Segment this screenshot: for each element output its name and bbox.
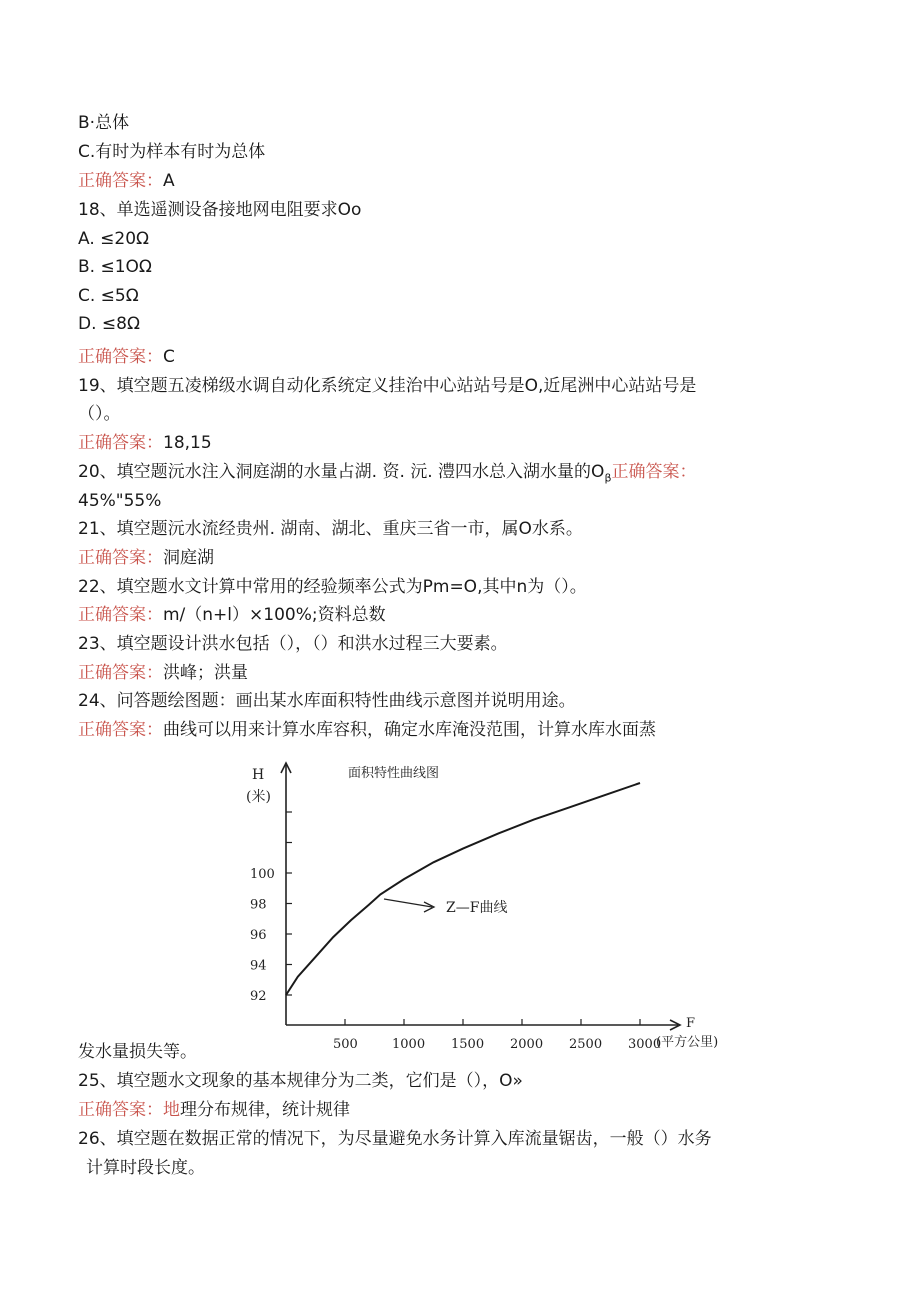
question-18: 18、单选遥测设备接地网电阻要求Oo (78, 200, 362, 220)
answer-value-line: 45%"55% (78, 491, 162, 511)
x-tick-label: 3000 (628, 1037, 662, 1052)
answer-line (78, 346, 175, 368)
question-26: 26、填空题在数据正常的情况下，为尽量避免水务计算入库流量锯齿，一般（）水务 (78, 1129, 712, 1149)
question-26-cont: 计算时段长度。 (86, 1158, 205, 1178)
question-24: 24、问答题绘图题：画出某水库面积特性曲线示意图并说明用途。 (78, 691, 576, 711)
chart-title: 面积特性曲线图 (348, 766, 440, 781)
y-tick-label: 100 (250, 867, 275, 882)
answer-line (78, 547, 214, 569)
answer-line (78, 662, 248, 684)
answer-value: 洪峰；洪量 (163, 663, 248, 683)
y-tick-label: 96 (250, 928, 267, 943)
answer-label: 正确答案： (78, 720, 163, 740)
question-21: 21、填空题沅水流经贵州. 湖南、湖北、重庆三省一市，属O水系。 (78, 519, 583, 539)
answer-value: m/（n+l）×100%;资料总数 (163, 605, 386, 625)
answer-value: 曲线可以用来计算水库容积，确定水库淹没范围，计算水库水面蒸 (163, 720, 656, 740)
answer-label: 正确答案： (78, 663, 163, 683)
option-c: C. ≤5Ω (78, 286, 139, 306)
option-b: B. ≤1OΩ (78, 257, 152, 277)
answer-label: 正确答案： (78, 171, 163, 191)
answer-label: 正确答案： (78, 605, 163, 625)
answer-line (78, 432, 212, 454)
answer-label: 正确答案： (78, 347, 163, 367)
x-axis-unit: (平方公里) (656, 1035, 719, 1050)
text-line: B·总体 (78, 113, 130, 133)
answer-value: C (163, 347, 175, 367)
answer-line (78, 170, 175, 192)
question-23: 23、填空题设计洪水包括（），（）和洪水过程三大要素。 (78, 634, 508, 654)
option-d: D. ≤8Ω (78, 314, 140, 334)
y-axis-label: H (252, 767, 265, 783)
x-tick-label: 2500 (569, 1037, 603, 1052)
question-19: 19、填空题五凌梯级水调自动化系统定义挂治中心站站号是O,近尾洲中心站站号是 (78, 376, 697, 396)
answer-label: 正确答案： (78, 1100, 163, 1120)
x-tick-label: 1500 (451, 1037, 485, 1052)
answer-label: 正确答案： (78, 433, 163, 453)
x-tick-label: 1000 (392, 1037, 426, 1052)
y-tick-label: 94 (250, 958, 267, 974)
question-22: 22、填空题水文计算中常用的经验频率公式为Pm=O,其中n为（）。 (78, 577, 587, 597)
z-f-curve-line (286, 783, 640, 995)
answer-value: 洞庭湖 (163, 548, 214, 568)
answer-value-part2: 理分布规律，统计规律 (180, 1100, 350, 1120)
x-tick-label: 2000 (510, 1037, 544, 1052)
answer-value-part1: 地 (163, 1100, 180, 1120)
x-tick-label: 500 (333, 1037, 358, 1052)
answer-label: 正确答案： (78, 548, 163, 568)
question-text: 20、填空题沅水注入洞庭湖的水量占湖. 资. 沅. 澧四水总入湖水量的O (78, 462, 605, 482)
question-19-cont: （）。 (78, 404, 121, 424)
x-axis-label: F (686, 1016, 696, 1031)
subscript: β (604, 471, 612, 485)
answer-line (78, 1099, 350, 1121)
answer-value: A (163, 171, 175, 191)
answer-label: 正确答案： (611, 462, 697, 482)
answer-line (78, 604, 386, 626)
y-tick-label: 98 (250, 897, 267, 913)
answer-continuation: 发水量损失等。 (78, 1042, 197, 1062)
curve-annotation: Z—F曲线 (446, 900, 508, 916)
area-characteristic-chart (238, 757, 758, 1057)
question-25: 25、填空题水文现象的基本规律分为二类，它们是（），O» (78, 1071, 523, 1091)
text-line: C.有时为样本有时为总体 (78, 142, 266, 162)
y-tick-label: 92 (250, 989, 267, 1004)
answer-line (78, 719, 656, 741)
option-a: A. ≤20Ω (78, 229, 150, 249)
answer-value: 18,15 (163, 433, 212, 453)
y-axis-unit: (米) (246, 789, 271, 805)
question-20 (78, 461, 696, 489)
